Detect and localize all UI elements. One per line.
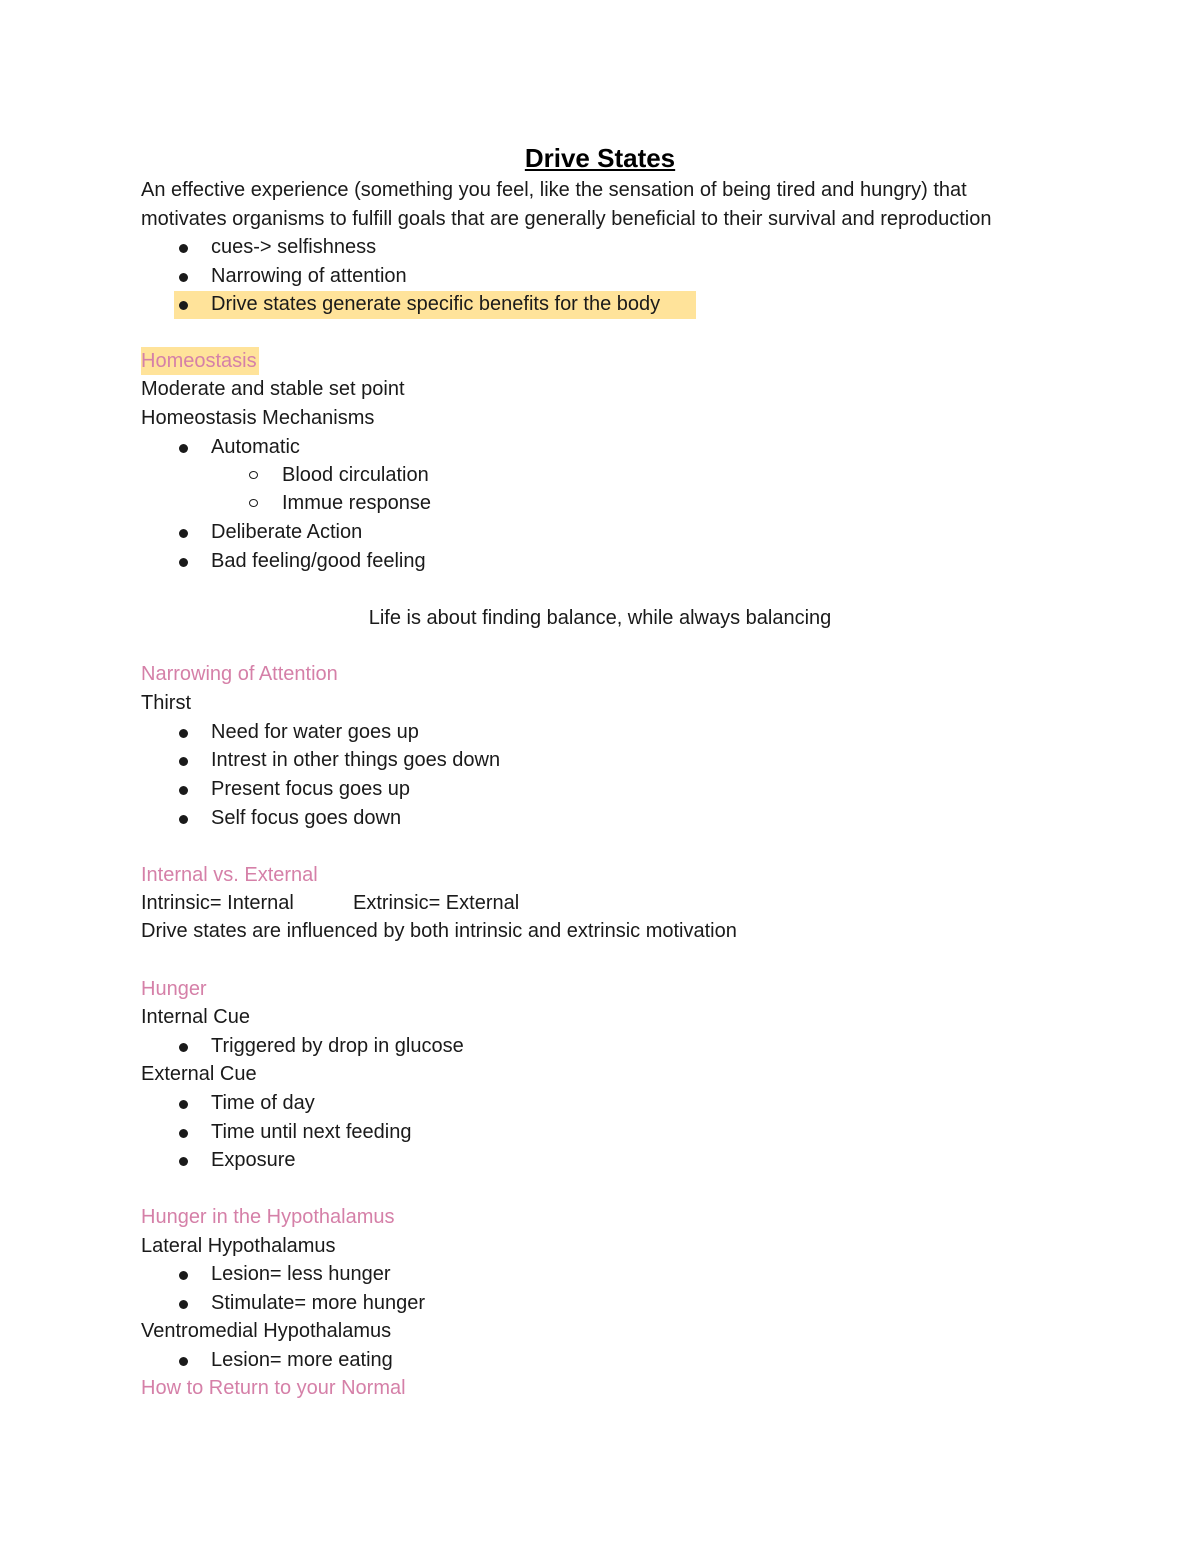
text-line: Intrinsic= Internal (141, 892, 294, 914)
text-line: Ventromedial Hypothalamus (141, 1320, 392, 1342)
text-line: Moderate and stable set point (141, 378, 405, 400)
list-item-highlighted: Drive states generate specific benefits for the body (211, 293, 661, 315)
bullet-icon (179, 273, 188, 282)
list-item: cues-> selfishness (211, 236, 377, 258)
bullet-icon (179, 729, 188, 738)
section-heading-hypothalamus: Hunger in the Hypothalamus (141, 1206, 395, 1228)
list-item: Self focus goes down (211, 807, 402, 829)
bullet-icon (179, 757, 188, 766)
sub-list-item: Blood circulation (282, 464, 429, 486)
sub-list-item: Immue response (282, 492, 431, 514)
intro-line-2: motivates organisms to fulfill goals that are generally beneficial to their survival and reproduction (141, 208, 992, 230)
sub-bullet-icon (249, 499, 258, 507)
list-item: Exposure (211, 1149, 296, 1171)
text-line: Lateral Hypothalamus (141, 1235, 336, 1257)
intro-line-1: An effective experience (something you feel, like the sensation of being tired and hungry) that (141, 179, 967, 201)
list-item: Deliberate Action (211, 521, 363, 543)
bullet-icon (179, 244, 188, 253)
bullet-icon (179, 815, 188, 824)
bullet-icon (179, 786, 188, 795)
section-heading-internal-external: Internal vs. External (141, 864, 318, 886)
section-heading-return-normal: How to Return to your Normal (141, 1377, 406, 1399)
list-item: Intrest in other things goes down (211, 749, 501, 771)
list-item: Time until next feeding (211, 1121, 412, 1143)
list-item: Time of day (211, 1092, 315, 1114)
bullet-icon (179, 1271, 188, 1280)
bullet-icon (179, 1129, 188, 1138)
bullet-icon (179, 1043, 188, 1052)
bullet-icon (179, 1157, 188, 1166)
document-title: Drive States (524, 143, 676, 173)
text-line: Homeostasis Mechanisms (141, 407, 375, 429)
list-item: Bad feeling/good feeling (211, 550, 426, 572)
list-item: Triggered by drop in glucose (211, 1035, 464, 1057)
bullet-icon (179, 301, 188, 310)
section-heading-hunger: Hunger (141, 978, 207, 1000)
bullet-icon (179, 444, 188, 453)
bullet-icon (179, 1300, 188, 1309)
text-line: Internal Cue (141, 1006, 250, 1028)
list-item: Automatic (211, 436, 300, 458)
list-item: Stimulate= more hunger (211, 1292, 426, 1314)
section-heading-homeostasis: Homeostasis (141, 347, 259, 375)
bullet-icon (179, 558, 188, 567)
text-line: Thirst (141, 692, 191, 714)
list-item: Narrowing of attention (211, 265, 407, 287)
bullet-icon (179, 1357, 188, 1366)
list-item: Lesion= less hunger (211, 1263, 391, 1285)
list-item: Lesion= more eating (211, 1349, 393, 1371)
list-item: Need for water goes up (211, 721, 419, 743)
text-line: External Cue (141, 1063, 257, 1085)
text-line: Extrinsic= External (353, 892, 520, 914)
section-heading-narrowing: Narrowing of Attention (141, 663, 338, 685)
text-line: Drive states are influenced by both intrinsic and extrinsic motivation (141, 920, 737, 942)
sub-bullet-icon (249, 471, 258, 479)
bullet-icon (179, 1100, 188, 1109)
list-item: Present focus goes up (211, 778, 411, 800)
bullet-icon (179, 529, 188, 538)
centered-quote: Life is about finding balance, while always balancing (368, 607, 832, 629)
